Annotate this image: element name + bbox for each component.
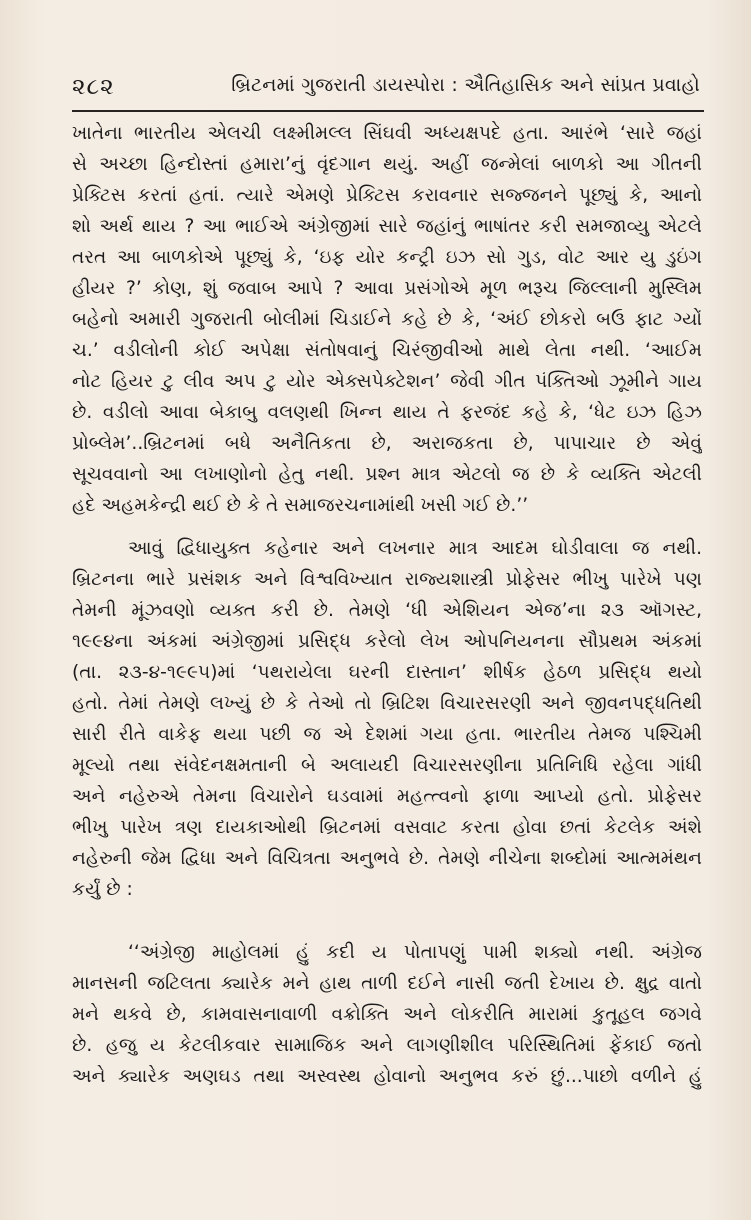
page-number: ૨૮૨ [72, 74, 115, 100]
text-line: મૂલ્યો તથા સંવેદનક્ષમતાની બે અલાયદી વિચારસરણીના પ્રતિનિધિ રહેલા ગાંધી [72, 755, 702, 776]
text-line: બહેનો અમારી ગુજરાતી બોલીમાં ચિડાઈને કહે છે કે, ‘અંઈ છોકરો બઉ ફાટ ગ્યોં [72, 309, 702, 330]
text-line: તેમની મૂંઝવણો વ્યક્ત કરી છે. તેમણે ‘ધી એશિયન એજ’ના ૨૩ ઑગસ્ટ, [72, 600, 702, 621]
text-line: સારી રીતે વાકેફ થયા પછી જ એ દેશમાં ગયા હતા. ભારતીય તેમજ પશ્ચિમી [72, 724, 702, 745]
text-line: પ્રેક્ટિસ કરતાં હતાં. ત્યારે એમણે પ્રેક્ટિસ કરાવનાર સજ્જનને પૂછ્યું કે, આનો [72, 185, 702, 206]
text-line: (તા. ૨૩-૪-૧૯૯૫)માં ‘પથરાયેલા ઘરની દાસ્તાન’ શીર્ષક હેઠળ પ્રસિદ્ધ થયો [72, 662, 702, 683]
text-line: ચ.’ વડીલોની કોઈ અપેક્ષા સંતોષવાનું ચિરંજીવીઓ માથે લેતા નથી. ‘આઈમ [72, 340, 702, 361]
text-line: હદે અહમકેન્દ્રી થઈ છે કે તે સમાજરચનામાંથી ખસી ગઈ છે.’’ [72, 495, 529, 516]
text-line: નહેરુની જેમ દ્વિધા અને વિચિત્રતા અનુભવે છે. તેમણે નીચેના શબ્દોમાં આત્મમંથન [72, 848, 702, 869]
body-text [72, 118, 702, 1158]
text-line: ખાતેના ભારતીય એલચી લક્ષ્મીમલ્લ સિંઘવી અધ્યક્ષપદે હતા. આરંભે ‘સારે જહાં [72, 123, 702, 144]
text-line: અને નહેરુએ તેમના વિચારોને ઘડવામાં મહત્ત્વનો ફાળા આપ્યો હતો. પ્રોફેસર [72, 786, 702, 807]
text-line: ‘‘અંગ્રેજી માહોલમાં હું કદી ય પોતાપણું પામી શક્યો નથી. અંગ્રેજ [128, 942, 702, 963]
text-line: તરત આ બાળકોએ પૂછ્યું કે, ‘ઇફ યોર કન્ટ્રી ઇઝ સો ગુડ, વોટ આર યુ ડુઇંગ [72, 247, 702, 268]
header-rule [72, 110, 704, 112]
text-line: ભીખુ પારેખ ત્રણ દાયકાઓથી બ્રિટનમાં વસવાટ કરતા હોવા છતાં કેટલેક અંશે [72, 817, 702, 838]
text-line: સે અચ્છા હિન્દોસ્તાં હમારા’નું વૃંદગાન થયું. અહીં જન્મેલાં બાળકો આ ગીતની [72, 154, 702, 175]
text-line: આવું દ્વિધાયુક્ત કહેનાર અને લખનાર માત્ર આદમ ઘોડીવાલા જ નથી. [128, 538, 702, 559]
text-line: પ્રોબ્લેમ’..બ્રિટનમાં બધે અનૈતિકતા છે, અરાજકતા છે, પાપાચાર છે એવું [72, 433, 702, 454]
text-line: અને ક્યારેક અણઘડ તથા અસ્વસ્થ હોવાનો અનુભવ કરું છું...પાછો વળીને હું [72, 1066, 702, 1087]
text-line: કર્યું છે : [72, 879, 133, 900]
text-line: મને થકવે છે, કામવાસનાવાળી વક્રોક્તિ અને લોકરીતિ મારામાં કુતૂહલ જગવે [72, 1004, 702, 1025]
paragraph-continuation [72, 118, 702, 521]
text-line: છે. હજુ ય કેટલીકવાર સામાજિક અને લાગણીશીલ પરિસ્થિતિમાં ફેંકાઈ જતો [72, 1035, 702, 1056]
running-title: બ્રિટનમાં ગુજરાતી ડાયસ્પોરા : ઐતિહાસિક અને સાંપ્રત પ્રવાહો [231, 74, 700, 96]
paragraph-gap [72, 521, 702, 533]
paragraph-parekh [72, 533, 702, 905]
text-line: બ્રિટનના ભારે પ્રસંશક અને વિશ્વવિખ્યાત રાજ્યશાસ્ત્રી પ્રોફેસર ભીખુ પારેખે પણ [72, 569, 702, 590]
paragraph-gap [72, 905, 702, 937]
paragraph-quote [72, 937, 702, 1092]
text-line: ૧૯૯૪ના અંકમાં અંગ્રેજીમાં પ્રસિદ્ધ કરેલો લેખ ઓપનિયનના સૌપ્રથમ અંકમાં [72, 631, 702, 652]
page-header [72, 68, 704, 116]
text-line: નોટ હિયર ટુ લીવ અપ ટુ યોર એક્સપેક્ટેશન’ જેવી ગીત પંક્તિઓ ઝૂમીને ગાય [72, 371, 702, 392]
text-line: સૂચવવાનો આ લખાણોનો હેતુ નથી. પ્રશ્ન માત્ર એટલો જ છે કે વ્યક્તિ એટલી [72, 464, 702, 485]
text-line: શો અર્થ થાય ? આ ભાઈએ અંગ્રેજીમાં સારે જહાંનું ભાષાંતર કરી સમજાવ્યુ એટલે [72, 216, 702, 237]
text-line: માનસની જટિલતા ક્યારેક મને હાથ તાળી દઈને નાસી જતી દેખાય છે. ક્ષુદ્ર વાતો [72, 973, 702, 994]
text-line: હતો. તેમાં તેમણે લખ્યું છે કે તેઓ તો બ્રિટિશ વિચારસરણી અને જીવનપદ્ધતિથી [72, 693, 702, 714]
text-line: છે. વડીલો આવા બેકાબુ વલણથી ખિન્ન થાય તે ફરજંદ કહે કે, ‘ધેટ ઇઝ હિઝ [72, 402, 702, 423]
text-line: હીયર ?’ કોણ, શું જવાબ આપે ? આવા પ્રસંગોએ મૂળ ભરૂચ જિલ્લાની મુસ્લિમ [72, 278, 702, 299]
